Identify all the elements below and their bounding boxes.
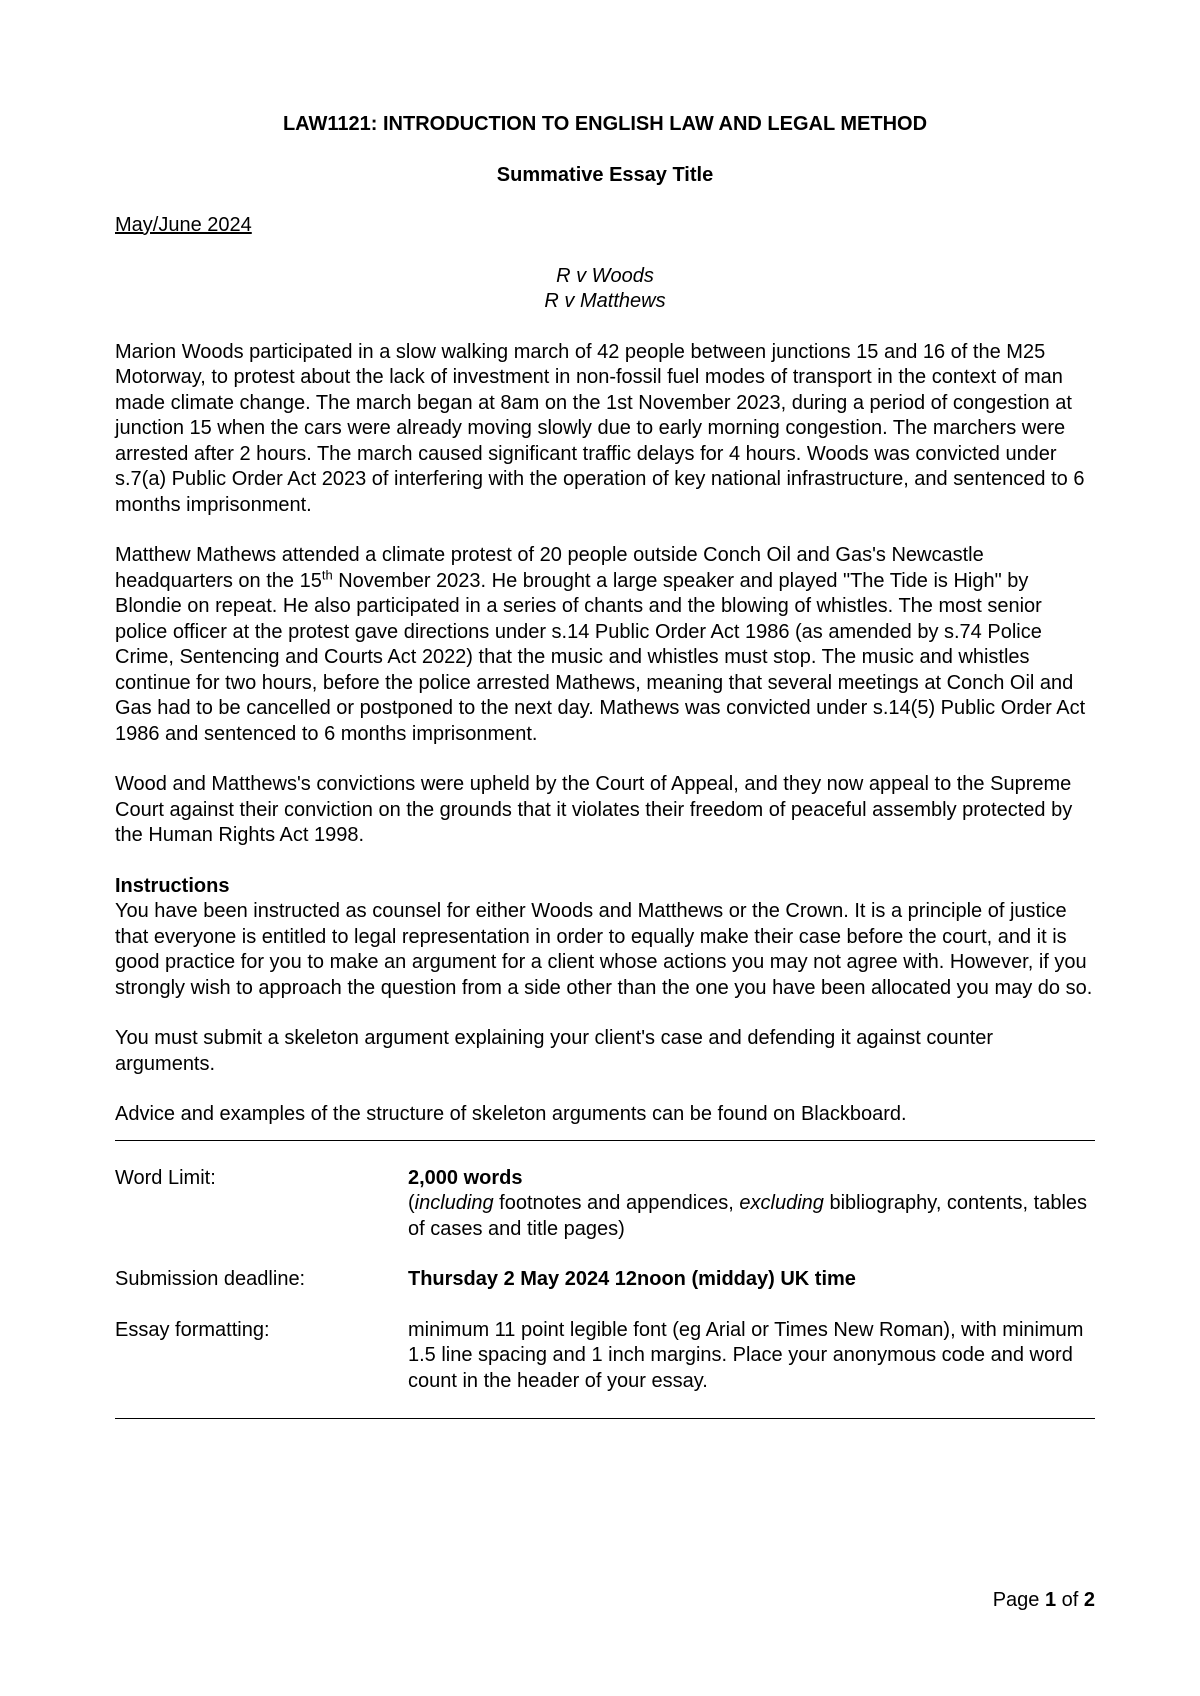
course-title: LAW1121: INTRODUCTION TO ENGLISH LAW AND LEGAL METHOD [282,113,928,135]
deadline-value: Thursday 2 May 2024 12noon (midday) UK time [408,1268,856,1290]
deadline-label: Submission deadline: [115,1268,306,1290]
word-limit-value-block [408,1166,1095,1243]
bottom-divider [115,1418,1095,1419]
top-divider [115,1140,1095,1141]
document-page [115,112,1095,1419]
formatting-label: Essay formatting: [115,1318,270,1341]
case-names [115,264,1095,315]
case-name-woods: R v Woods [556,264,654,287]
instructions-paragraph-3: Advice and examples of the structure of skeleton arguments can be found on Blackboard. [115,1103,907,1125]
deadline-row [115,1267,1095,1293]
word-limit-row [115,1166,1095,1243]
note-mid: footnotes and appendices, [493,1192,740,1214]
page-total: 2 [1083,1589,1095,1611]
formatting-value: minimum 11 point legible font (eg Arial or Times New Roman), with minimum 1.5 line spacing and 1 inch margins. Place your anonymous code and word count in the header of your essay. [408,1318,1084,1392]
page-word: Page [992,1589,1045,1611]
note-excluding: excluding [739,1192,824,1214]
page-current: 1 [1044,1589,1057,1611]
term-date: May/June 2024 [115,214,252,236]
instructions-paragraph-2: You must submit a skeleton argument explaining your client's case and defending it against counter arguments. [115,1027,994,1075]
note-open: ( [408,1192,415,1214]
case-name-matthews: R v Matthews [544,290,666,312]
facts-paragraph-woods: Marion Woods participated in a slow walking march of 42 people between junctions 15 and 16 of the M25 Motorway, to protest about the lack of investment in non-fossil fuel modes of transport in the context of man made climate change. The march began at 8am on the 1st November 2023, during a period of congestion at junction 15 when the cars were already moving slowly due to early morning congestion. The marchers were arrested after 2 hours. The march caused significant traffic delays for 4 hours. Woods was convicted under s.7(a) Public Order Act 2023 of interfering with the operation of key national infrastructure, and sentenced to 6 months imprisonment. [115,340,1085,516]
page-number [993,1589,1095,1612]
facts-matthews-part2: November 2023. He brought a large speaker and played "The Tide is High" by Blondie on repeat. He also participated in a series of chants and the blowing of whistles. The most senior police officer at the protest gave directions under s.14 Public Order Act 1986 (as amended by s.74 Police Crime, Sentencing and Courts Act 2022) that the music and whistles must stop. The music and whistles continue for two hours, before the police arrested Mathews, meaning that several meetings at Conch Oil and Gas had to be cancelled or postponed to the next day. Mathews was convicted under s.14(5) Public Order Act 1986 and sentenced to 6 months imprisonment. [115,569,1086,745]
formatting-row [115,1318,1095,1395]
page-of: of [1056,1589,1084,1611]
note-including: including [414,1192,494,1214]
submission-details [115,1166,1095,1395]
note-end: bibliography, contents, tables of cases and title pages) [408,1192,1088,1240]
word-limit-value: 2,000 words [408,1166,523,1189]
word-limit-note [408,1191,1095,1242]
word-limit-label: Word Limit: [115,1166,216,1189]
ordinal-suffix: th [321,566,333,582]
instructions-heading: Instructions [115,874,230,897]
appeal-paragraph: Wood and Matthews's convictions were upheld by the Court of Appeal, and they now appeal to the Supreme Court against their conviction on the grounds that it violates their freedom of peaceful assembly protected by the Human Rights Act 1998. [115,773,1073,846]
facts-matthews-part1: Matthew Mathews attended a climate protest of 20 people outside Conch Oil and Gas's Newcastle headquarters on the 15 [115,544,984,592]
instructions-paragraph-1: You have been instructed as counsel for either Woods and Matthews or the Crown. It is a principle of justice that everyone is entitled to legal representation in order to equally make their case before the court, and it is good practice for you to make an argument for a client whose actions you may not agree with. However, if you strongly wish to approach the question from a side other than the one you have been allocated you may do so. [115,900,1093,999]
facts-paragraph-matthews [115,543,1095,747]
essay-subtitle: Summative Essay Title [496,163,714,186]
